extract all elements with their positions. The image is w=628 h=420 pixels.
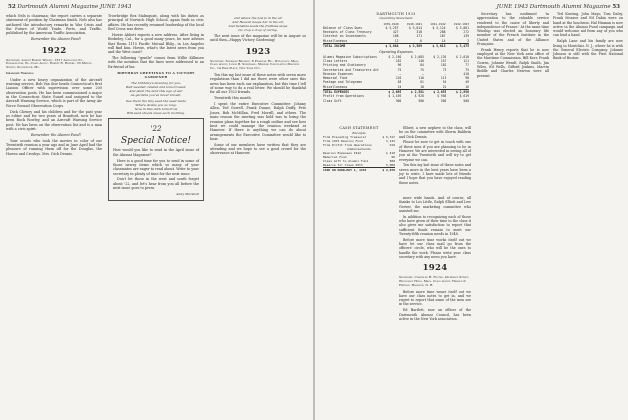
cell: 1,142	[385, 139, 395, 143]
paragraph: which Nels is chairman; the report carries a separate statement of position by Chairman Smith. Nels also has authored the introductory remarks in War Crisis and the Future of World Trade, Ports, and Traffic, published by the American Traffic Association.	[6, 14, 102, 36]
cell: 318	[416, 30, 422, 35]
poem-line: and where the lost is in the air	[233, 16, 283, 20]
row-label: Secretaries and Treasurers Act	[323, 67, 379, 72]
cell: $ 410	[385, 151, 395, 155]
poem-line: Go crop a crop of caring.	[238, 28, 278, 32]
cash-disbursements	[323, 151, 395, 172]
special-notice-year: '22	[150, 125, 162, 134]
poem-line: And Sensible-leads the fruitless slope	[228, 24, 288, 28]
paragraph: Under a new heavy organization of the aircraft warning service, Bob Van Sise heads Connecticut's first Liaison Officer with supervision over some 200 observation posts. He has been commissioned a major in the Connecticut State Guard and assigned to the Aircraft Warning Service, which is part of the Army Air Force Ground Observation Corps.	[6, 77, 102, 108]
cell: 3	[467, 38, 469, 43]
cell: $ 3,257	[385, 25, 399, 30]
poem-line: Will seed shoots anew each morning.	[126, 111, 186, 116]
class-year-heading: 1924	[422, 263, 448, 274]
paragraph: Some of our members have written that they are attending and we hope to see a good crowd for the observance at Hanover.	[210, 142, 306, 156]
cell: 96	[397, 63, 402, 68]
cell: 98	[391, 155, 395, 159]
cell: 5,000	[385, 163, 395, 167]
cell: $ 2,581	[401, 90, 424, 95]
cell: $ 3,014	[408, 25, 422, 30]
cell: $ 3,509	[399, 44, 423, 49]
paragraph: Here is a good time for you to send in some of those newsy items which so many of your classmates are eager to read about. Write to your secretary in plenty of time for the next issue.	[113, 158, 199, 176]
left-page-number: 52	[8, 4, 16, 10]
cell: 500	[440, 98, 447, 103]
cell: 22	[442, 84, 447, 89]
cell: $ 2,160	[388, 54, 402, 59]
paragraph: Ten this my last issue of these notes with seven more regulations than I did me there were other ones this news has been each our explanation, but this time I tell of some way to do a real letter. We should be thankful for all our 1923 friends.	[210, 73, 306, 95]
cell: 75	[442, 67, 447, 72]
cell: $ 2,130	[433, 54, 447, 59]
left-column-3	[210, 14, 306, 157]
cell: 148	[418, 58, 424, 63]
row-label: From Profit from Operations	[323, 143, 372, 147]
left-column-2	[108, 14, 204, 204]
paragraph: more wide hands. And of course, all thanks to Les Little, Ralph Elliott and Lew Geever, the marketing committee who assisted me.	[399, 196, 471, 213]
cell: 187	[439, 34, 446, 39]
paragraph: Frank Henry reports that he is now employed at the New York area office of the Maritime Commission. Bill Kerr, Frank Gowen, Johnnie Wendt, Ralph Smith, Jim Wiles, Ed Wells, Gifford Jenkins, Marvin Biddle and Charles Newton were all present.	[477, 47, 549, 78]
row-label: CASH ON HAND—MAY 1, 1943	[323, 168, 379, 173]
row-label: Reunion Expenses	[323, 71, 353, 76]
paragraph: Twentieth this month.	[214, 96, 252, 101]
cell: 75	[465, 67, 469, 72]
special-notice-title: Special Notice!	[120, 136, 192, 147]
cell: 157	[440, 58, 447, 63]
paragraph: Your scouts who took the movies in color of our Twentieth reunion a year ago and in June April had the pleasure of running them off for the Douglas, the Howes and Crosbys. Mrs. Dick Dennis.	[6, 138, 102, 156]
right-column-b	[399, 196, 471, 323]
ledger-subtitle: Operating Statement	[379, 16, 413, 21]
cell: $ 3,124	[432, 25, 446, 30]
class-year-heading: 1923	[245, 46, 271, 57]
cell: 6	[420, 38, 422, 43]
left-publication: Dartmouth Alumni Magazine	[17, 4, 99, 10]
cell: 16	[465, 84, 469, 89]
paragraph: Elbert, a new nephew to the class, will be on the committee with Sherm Baldwin and Dick Dennis.	[399, 126, 471, 139]
row-label: Receipts of Class Treasury	[323, 30, 372, 35]
cell: —	[422, 71, 424, 76]
row-label: Class Letters	[323, 58, 348, 63]
cell: 500	[389, 159, 395, 163]
cell: —	[444, 71, 447, 76]
cell: 171	[416, 34, 422, 39]
row-label: Balance of Class Dues	[323, 25, 363, 30]
cell: 24	[397, 84, 402, 89]
cell: 54	[442, 80, 447, 85]
cell: 14	[441, 38, 446, 43]
cell: $ 6,317	[382, 135, 395, 139]
class-secretary-info: Secretary, Sherman Baldwin, 8 Pearleaf Rd., Wellesley, Mass. Class Agent, Lewis B. Sherwood, Monroe Calculating Machine Co., 14 Park Place, New York City.	[210, 58, 300, 71]
row-label: Memorial Fund	[323, 155, 347, 159]
cell: $ 958	[437, 94, 447, 99]
cell: 162	[395, 58, 402, 63]
row-label: Miscellaneous	[323, 38, 348, 43]
total-row	[323, 44, 469, 49]
poem-heading: BIRTHDAY GREETINGS TO A VICTORY GARDENER	[117, 70, 195, 79]
paragraph: Ralph Lane and his family are now living in Montclair, N. J., where he is with the General Electric Company. Johnnie Johnson is still with the First National Bank of Boston.	[553, 39, 623, 61]
paragraph: The next issue of the magazine will be in August so until then—Happy Victory Gardening!	[210, 34, 306, 43]
class-year-heading: 1922	[41, 45, 67, 56]
paragraph: The following "gentle" comes from Willie Killmore with the notation that the lines were addressed to an Ex-friend of his:	[108, 56, 204, 69]
cell: 75	[420, 67, 424, 72]
cell: $ 3,061	[455, 25, 469, 30]
right-page	[315, 0, 628, 420]
poem-line: Well weeded, tended and tomorrowed,	[125, 85, 187, 90]
ledger-grid	[323, 22, 469, 49]
row-label: Miscellaneous	[323, 84, 348, 89]
right-column-c	[477, 12, 549, 79]
cell: 410	[463, 71, 469, 76]
poem-line: Where dawns you so long,	[135, 103, 177, 108]
paragraph: Ted Keating, John Mayo, Tom Daley, Frank Monroe and Ed Dakin were on hand at the luncheon. Hal Hinman is now active in the Alumni Fund campaign and would welcome aid from any of you who can lend a hand.	[553, 12, 623, 38]
class-secretary-info: Secretary, Albert Robert Wright, 1817 Arlington St., Philadelphia, Pa. Class Agent, Robert R. Rourke, 33 Middle Street, Kennebunk, Me.	[6, 57, 92, 70]
column-header: 1942-1943	[453, 21, 469, 26]
cell: 168	[392, 34, 399, 39]
row-label: TOTAL EXPENSES	[323, 90, 379, 95]
cash-title: CASH STATEMENT	[339, 126, 379, 130]
cell: 84	[420, 63, 424, 68]
right-column-d	[553, 12, 623, 62]
cell: —	[399, 71, 402, 76]
row-label: Postage and Telegrams	[323, 80, 363, 85]
column-header: 1940-1941	[406, 21, 422, 26]
paragraph: Dick Cheney and his children and for the past year as editor and for two years of Branford, now he has been Rock Rowley, and an Aircraft Warning Service post. He has been on the observation list and is a man with a civic spirit.	[6, 109, 102, 132]
cell: $ 928	[414, 94, 424, 99]
cell: $ 2,655	[424, 90, 447, 95]
paragraph: Ten this my last issue of these notes and seven more in the best years have been a joy to write. I have made lots of friends and I hope that you have enjoyed reading these notes.	[399, 163, 471, 185]
row-label: Interest on Investments	[323, 34, 366, 39]
cell: 288	[439, 30, 446, 35]
expense-section-title: Operating Expenses	[379, 50, 413, 55]
row-label: From Preceding Treasurer	[323, 135, 367, 139]
poem-line: The birthday's dawning for you,	[130, 81, 182, 86]
column-header: 1939-1940	[383, 21, 399, 26]
cell: $ 2,085	[410, 54, 424, 59]
cell: $ 2,010	[455, 54, 469, 59]
paragraph: In addition to recognizing each of those who have given of their time to the class it also gives me satisfaction to report that sufficient funds remain to meet our Twenty-fifth reunion needs in 1948.	[399, 214, 471, 236]
row-label: Reunion Expenses 1942	[323, 151, 361, 155]
cell: 77	[465, 63, 469, 68]
cell: 427	[392, 30, 399, 35]
cell: $ 1,169	[388, 94, 402, 99]
paragraph: Howie Abbott reports a new address. After living in Berkeley, Cal., for a good many years, he now advises that Room 1115 Pacific Mutual Bldg., in Los Angeles will find him. Howie, what's the latest news from you and the West coast?	[108, 32, 204, 55]
paragraph: Please be sure to get in touch with one of these men if you are planning to be in Hanover. We are interested in seeing all of you at the Twentieth and will try to get everyone we can.	[399, 140, 471, 162]
cell: 500	[395, 98, 402, 103]
left-page	[0, 0, 313, 420]
row-label: From 1933 Reunion Fund	[323, 139, 363, 143]
cell: 121	[463, 58, 469, 63]
paragraph: Trowbridge Rex Malmquist, along with his duties as principal of Norwich High School, again finds in civic affairs. He has recently resumed leadership of the local Red Cross war drive.	[108, 14, 204, 32]
row-label: TOTAL INCOME	[323, 44, 375, 49]
section-label: Graduate Training	[6, 70, 34, 75]
cell: $ 2,695	[379, 90, 402, 95]
cell: 18	[420, 84, 424, 89]
cash-subtitle-2: Disbursements	[347, 147, 371, 151]
paragraph: Ed Bartlett, now an officer of the Dartmouth Alumni Council, has been active in the New York association.	[399, 308, 471, 321]
row-label: Profit from Operations	[323, 94, 364, 99]
cell: 110	[418, 76, 424, 81]
poem-line: See there the tiny seed the seed made	[125, 99, 187, 104]
cell: 61	[420, 80, 424, 85]
cell: $ 3,864	[375, 44, 399, 49]
row-label: Reserve for Class 25th	[323, 163, 363, 167]
cell: 272	[463, 30, 469, 35]
paragraph: Before more time wears itself out we have our class notes to get in, and we regret to report that some of the men are in the service.	[399, 289, 471, 307]
right-issue: JUNE 1943	[496, 4, 529, 10]
poem-line: And Heaven keeps her in the air,	[232, 20, 284, 24]
row-label: Printing and Stationery	[323, 63, 366, 68]
cell: 12	[394, 38, 399, 43]
signature: Andy Marshall	[176, 192, 199, 197]
poem	[108, 81, 204, 115]
right-page-number: 53	[612, 4, 620, 10]
class-secretary-info: Secretary, Chandler H. Foster, 40 Grove Street, Wellesley Hills, Mass. Class Agent, Harold P. Hinman, Hanover, N. H.	[399, 275, 470, 287]
right-publication: Dartmouth Alumni Magazine	[529, 4, 611, 10]
right-running-head	[497, 4, 620, 10]
paragraph: Secretary has confirmed 'in appreciation to the valuable service rendered to the cause of liberty and independence of France.' At the same time Winship was elected an honorary life member of the French Institute in the United States and of the Alliance Française.	[477, 12, 549, 47]
cell: $ 619	[459, 94, 469, 99]
paragraph: I spent the entire Executive Committee: Johnny Allen, Ted Gowell, Frank Duane, Ralph Duffy, Pete Jones, Bob McMillan, Fred Morrill, and others. The main reason the meeting was held was to bring the reunion plans together for a rough outline and see how best we could manage the reunion weekend at Hanover. If there is anything we can do about arrangements the Executive Committee would like to hear.	[210, 102, 306, 141]
cell: 75	[397, 67, 402, 72]
cell: 102	[440, 63, 447, 68]
poem-line: And plant the land this age of war	[129, 89, 183, 94]
left-running-head	[8, 4, 131, 10]
paragraph: How would you like to read in the April issue of the Alumni Magazine?	[113, 148, 199, 157]
reminder-line: Remember the Alumni Fund!	[30, 37, 82, 42]
cash-receipts	[323, 135, 395, 147]
column-header: 1941-1942	[430, 21, 446, 26]
paragraph: Before more time works itself out we have let our class mail go from the officers' circle, who will be the ones to handle the work. Please write your class secretary with any news you have.	[399, 237, 471, 259]
cell: $ 2,856	[446, 90, 469, 95]
row-label: Class Gift to Alumni Fund	[323, 159, 369, 163]
cell: 500	[418, 98, 424, 103]
cash-subtitle: Receipts	[352, 131, 366, 135]
poem-line: Now in this dark tomorrow	[134, 107, 178, 112]
cell: $ 3,613	[422, 44, 446, 49]
row-label: Memorial Fund	[323, 76, 348, 81]
cell: 619	[389, 143, 395, 147]
cash-statement	[323, 126, 395, 172]
reminder-line: Remember the Alumni Fund!	[30, 132, 82, 137]
left-column-1	[6, 14, 102, 158]
cell: 49	[465, 80, 469, 85]
paragraph: Don't let those in the west and south forget about '22, and let's hear from you all before the next issue goes to press.	[113, 177, 199, 191]
poem-continued	[210, 16, 306, 32]
cell: 98	[465, 76, 469, 81]
special-notice-box	[108, 118, 204, 200]
cell: $ 3,475	[446, 44, 470, 49]
cell: 120	[395, 76, 402, 81]
cell: 115	[440, 76, 447, 81]
cell: 139	[463, 34, 469, 39]
right-column-a	[399, 126, 471, 186]
expense-grid	[323, 55, 469, 103]
ledger-title: DARTMOUTH 1933	[376, 12, 416, 16]
row-label: Alumni Magazine Subscriptions	[323, 54, 378, 59]
left-issue: JUNE 1943	[99, 4, 132, 10]
total-row	[323, 168, 395, 173]
table-row	[323, 99, 469, 103]
cell: $ 2,070	[379, 168, 395, 173]
poem-line: As gardens you've never known.	[130, 93, 182, 98]
cell: 500	[463, 98, 469, 103]
operating-statement-table	[323, 12, 469, 103]
cell: 58	[397, 80, 402, 85]
row-label: Class Gift	[323, 98, 342, 103]
